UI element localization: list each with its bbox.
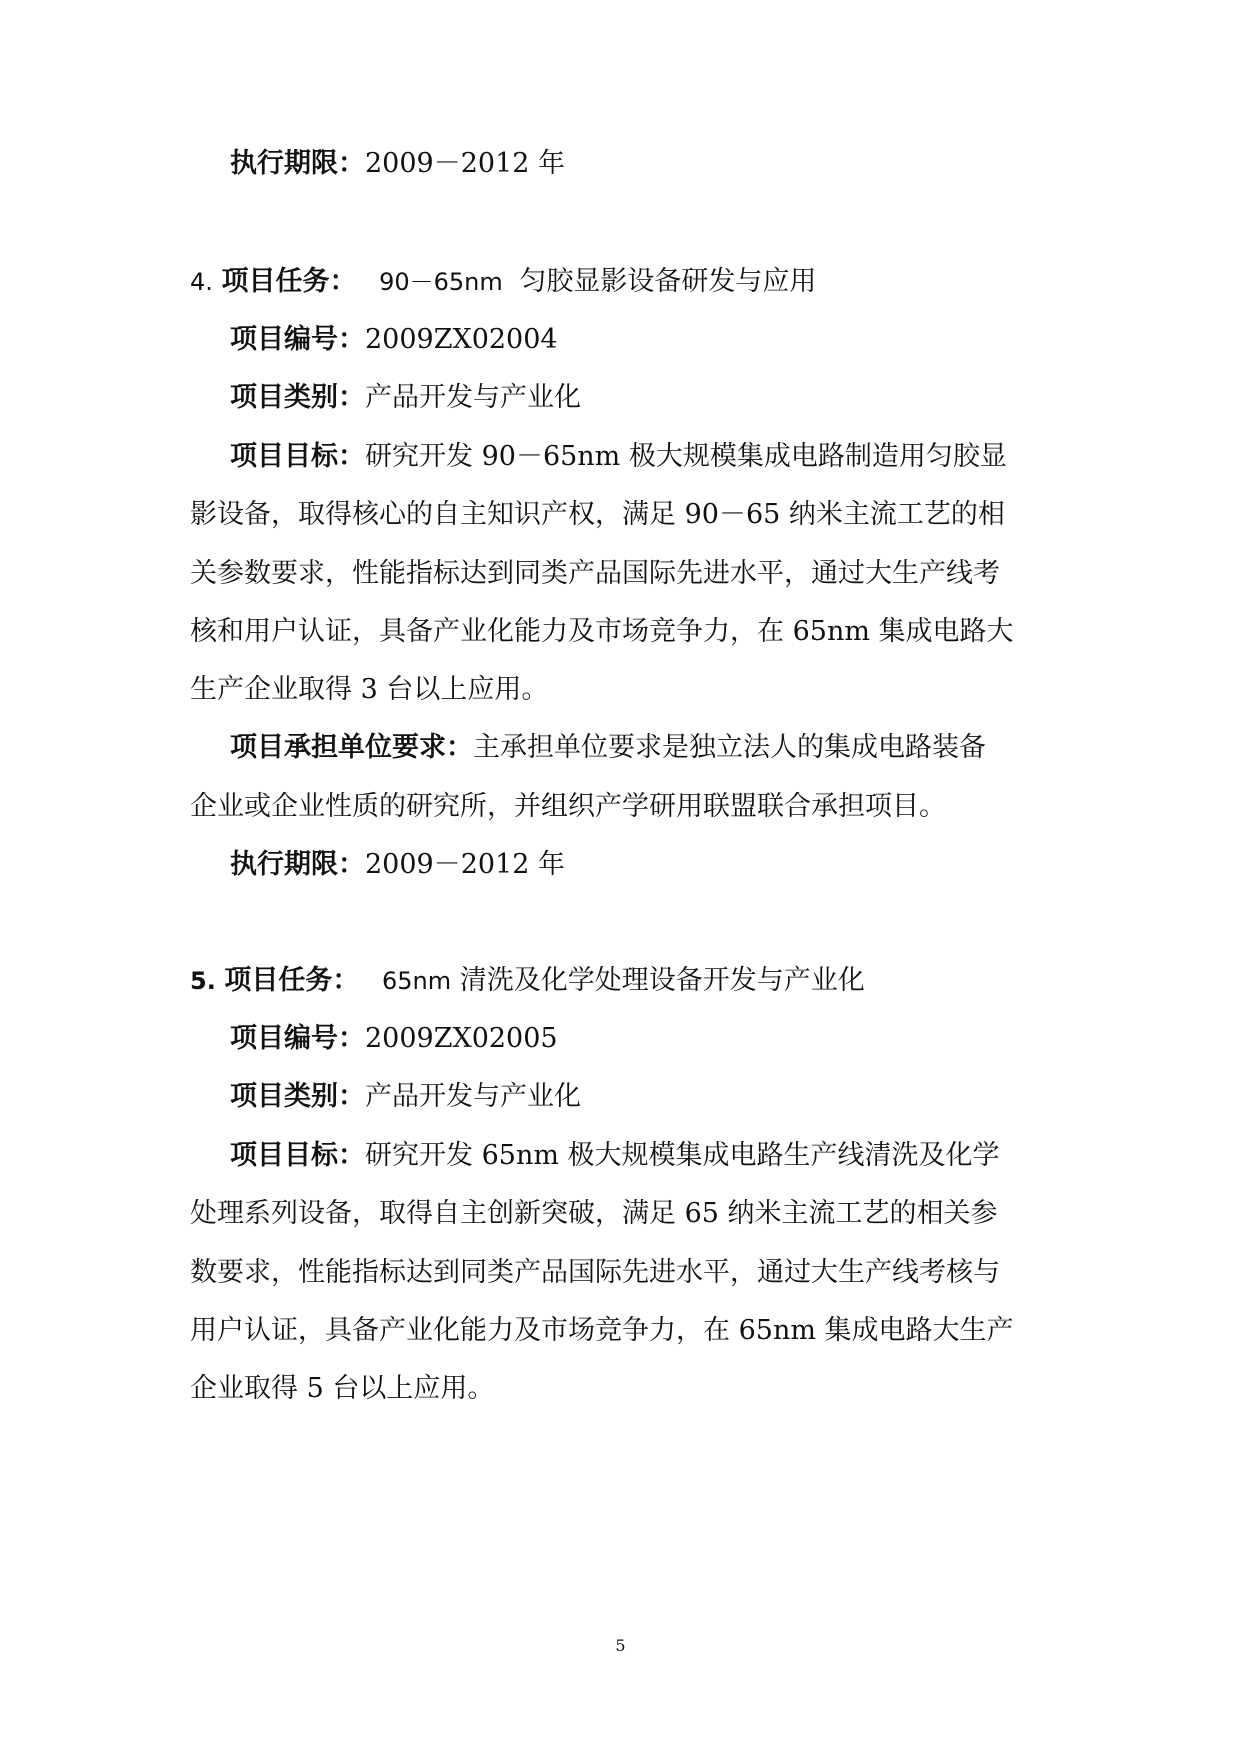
period-value: 2009－2012 年 [365, 849, 566, 880]
section4-goal-line-2: 影设备，取得核心的自主知识产权，满足 90－65 纳米主流工艺的相 [190, 499, 1005, 530]
id-label: 项目编号： [230, 324, 365, 355]
task-value: 清洗及化学处理设备开发与产业化 [459, 965, 865, 996]
unit-label: 项目承担单位要求： [230, 732, 473, 763]
id-value: 2009ZX02005 [365, 1023, 558, 1054]
section4-goal-line-1 [230, 437, 1241, 477]
section4-id [230, 320, 1241, 360]
section4-category [230, 378, 1241, 418]
section5-goal-line-2: 处理系列设备，取得自主创新突破，满足 65 纳米主流工艺的相关参 [190, 1198, 998, 1229]
period-value: 2009－2012 年 [365, 148, 566, 179]
section4-goal-line-5: 生产企业取得 3 台以上应用。 [190, 674, 549, 705]
page-number: 5 [615, 1636, 626, 1655]
section4-goal-line-4: 核和用户认证，具备产业化能力及市场竞争力，在 65nm 集成电路大 [190, 616, 1014, 647]
section3-period [230, 144, 1241, 184]
id-value: 2009ZX02004 [365, 324, 558, 355]
section5-heading [190, 961, 1241, 1001]
section5-goal-line-4: 用户认证，具备产业化能力及市场竞争力，在 65nm 集成电路大生产 [190, 1315, 1014, 1346]
period-label: 执行期限： [230, 849, 365, 880]
section4-heading [190, 262, 1241, 302]
section-number: 5. [190, 967, 216, 995]
section4-period [230, 845, 1241, 885]
task-value: 匀胶显影设备研发与应用 [519, 266, 817, 297]
section5-category [230, 1077, 1241, 1117]
task-code: 65nm [382, 967, 452, 995]
unit-text: 主承担单位要求是独立法人的集成电路装备 [473, 732, 986, 763]
section-number: 4. [190, 268, 213, 296]
section5-goal-line-1 [230, 1136, 1241, 1176]
period-label: 执行期限： [230, 148, 365, 179]
section4-unit-line-2: 企业或企业性质的研究所，并组织产学研用联盟联合承担项目。 [190, 791, 946, 822]
category-label: 项目类别： [230, 382, 365, 413]
section5-goal-line-3: 数要求，性能指标达到同类产品国际先进水平，通过大生产线考核与 [190, 1257, 1000, 1288]
task-code: 90－65nm [379, 268, 503, 296]
category-value: 产品开发与产业化 [365, 382, 581, 413]
section5-id [230, 1019, 1241, 1059]
category-value: 产品开发与产业化 [365, 1081, 581, 1112]
task-label: 项目任务： [221, 266, 357, 297]
category-label: 项目类别： [230, 1081, 365, 1112]
goal-text: 研究开发 65nm 极大规模集成电路生产线清洗及化学 [365, 1140, 1000, 1171]
goal-label: 项目目标： [230, 1140, 365, 1171]
goal-label: 项目目标： [230, 441, 365, 472]
section4-goal-line-3: 关参数要求，性能指标达到同类产品国际先进水平，通过大生产线考 [190, 558, 1000, 589]
id-label: 项目编号： [230, 1023, 365, 1054]
section4-unit-line-1 [230, 728, 1241, 768]
task-label: 项目任务： [224, 965, 360, 996]
section5-goal-line-5: 企业取得 5 台以上应用。 [190, 1373, 495, 1404]
goal-text: 研究开发 90－65nm 极大规模集成电路制造用匀胶显 [365, 441, 1007, 472]
